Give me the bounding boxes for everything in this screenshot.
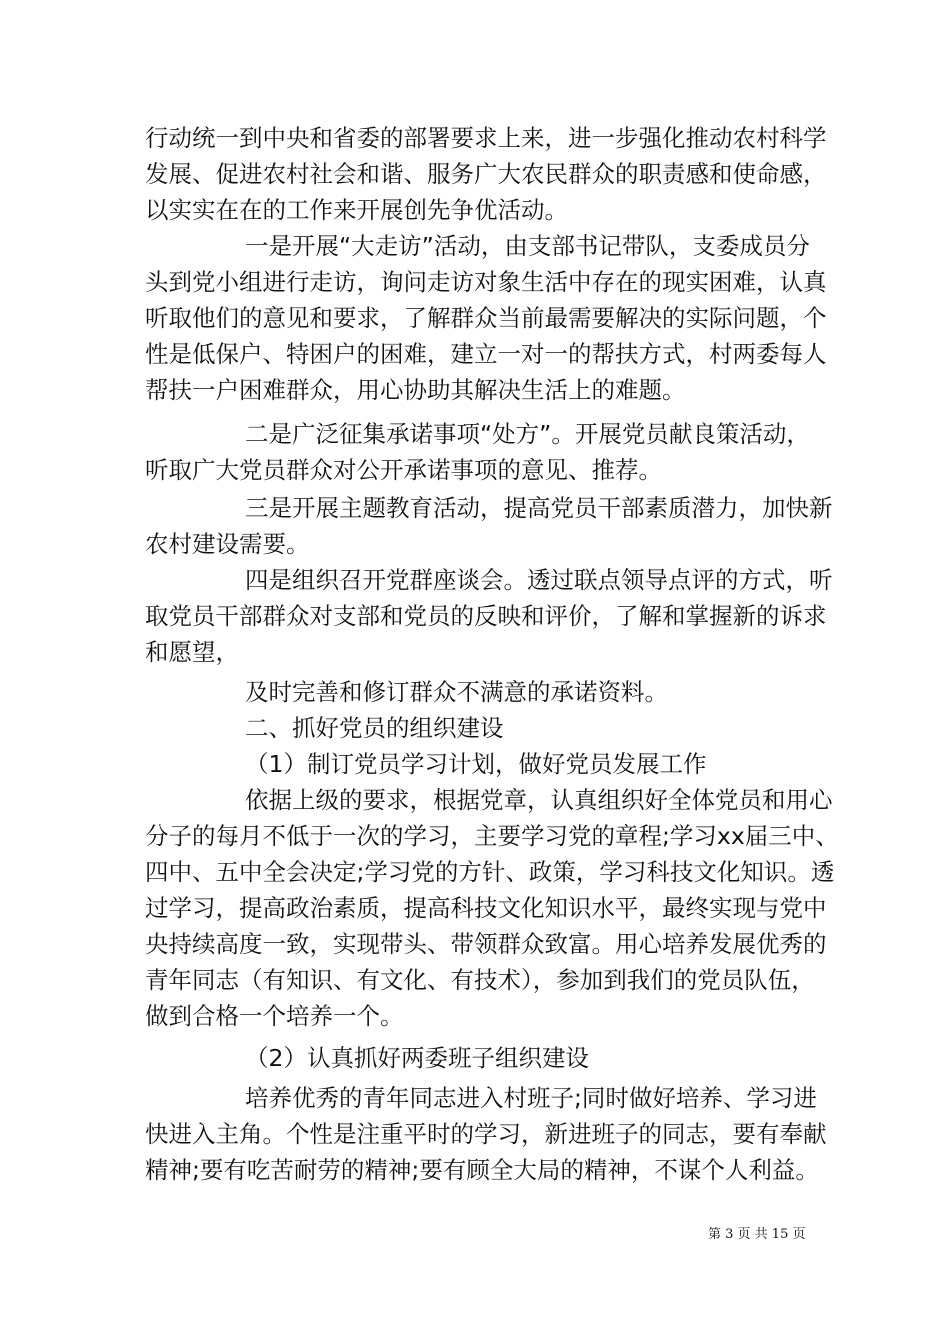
body-line: 央持续高度一致，实现带头、带领群众致富。用心培养发展优秀的 — [145, 930, 827, 958]
body-line: 行动统一到中央和省委的部署要求上来，进一步强化推动农村科学 — [145, 124, 827, 152]
subsection-heading: （2）认真抓好两委班子组织建设 — [245, 1044, 589, 1072]
body-line: 做到合格一个培养一个。 — [145, 1002, 404, 1030]
section-heading: 二、抓好党员的组织建设 — [245, 714, 504, 742]
body-line: 青年同志（有知识、有文化、有技术），参加到我们的党员队伍， — [145, 966, 815, 994]
paragraph-first-line: 及时完善和修订群众不满意的承诺资料。 — [245, 678, 668, 706]
body-line: 和愿望， — [145, 638, 239, 666]
paragraph-first-line: 依据上级的要求，根据党章，认真组织好全体党员和用心 — [245, 786, 833, 814]
body-line: 以实实在在的工作来开展创先争优活动。 — [145, 196, 568, 224]
body-line: 性是低保户、特困户的困难，建立一对一的帮扶方式，村两委每人 — [145, 340, 827, 368]
body-line: 头到党小组进行走访，询问走访对象生活中存在的现实困难，认真 — [145, 268, 827, 296]
paragraph-first-line: 培养优秀的青年同志进入村班子;同时做好培养、学习进 — [245, 1084, 817, 1112]
page-number-footer: 第 3 页 共 15 页 — [708, 1227, 806, 1242]
body-line: 听取他们的意见和要求，了解群众当前最需要解决的实际问题，个 — [145, 304, 827, 332]
paragraph-first-line: 四是组织召开党群座谈会。透过联点领导点评的方式，听 — [245, 566, 833, 594]
body-line: 分子的每月不低于一次的学习，主要学习党的章程;学习xx届三中、 — [145, 822, 839, 850]
body-line: 精神;要有吃苦耐劳的精神;要有顾全大局的精神，不谋个人利益。 — [145, 1156, 819, 1184]
body-line: 农村建设需要。 — [145, 530, 310, 558]
body-line: 过学习，提高政治素质，提高科技文化知识水平，最终实现与党中 — [145, 894, 827, 922]
subsection-heading: （1）制订党员学习计划，做好党员发展工作 — [245, 750, 707, 778]
paragraph-first-line: 二是广泛征集承诺事项“处方”。开展党员献良策活动， — [245, 420, 810, 448]
body-line: 帮扶一户困难群众，用心协助其解决生活上的难题。 — [145, 376, 686, 404]
body-line: 听取广大党员群众对公开承诺事项的意见、推荐。 — [145, 456, 662, 484]
body-line: 快进入主角。个性是注重平时的学习，新进班子的同志，要有奉献 — [145, 1120, 827, 1148]
paragraph-first-line: 一是开展“大走访”活动，由支部书记带队，支委成员分 — [245, 232, 810, 260]
paragraph-first-line: 三是开展主题教育活动，提高党员干部素质潜力，加快新 — [245, 494, 833, 522]
body-line: 取党员干部群众对支部和党员的反映和评价，了解和掌握新的诉求 — [145, 602, 827, 630]
body-line: 四中、五中全会决定;学习党的方针、政策，学习科技文化知识。透 — [145, 858, 835, 886]
body-line: 发展、促进农村社会和谐、服务广大农民群众的职责感和使命感， — [145, 160, 827, 188]
